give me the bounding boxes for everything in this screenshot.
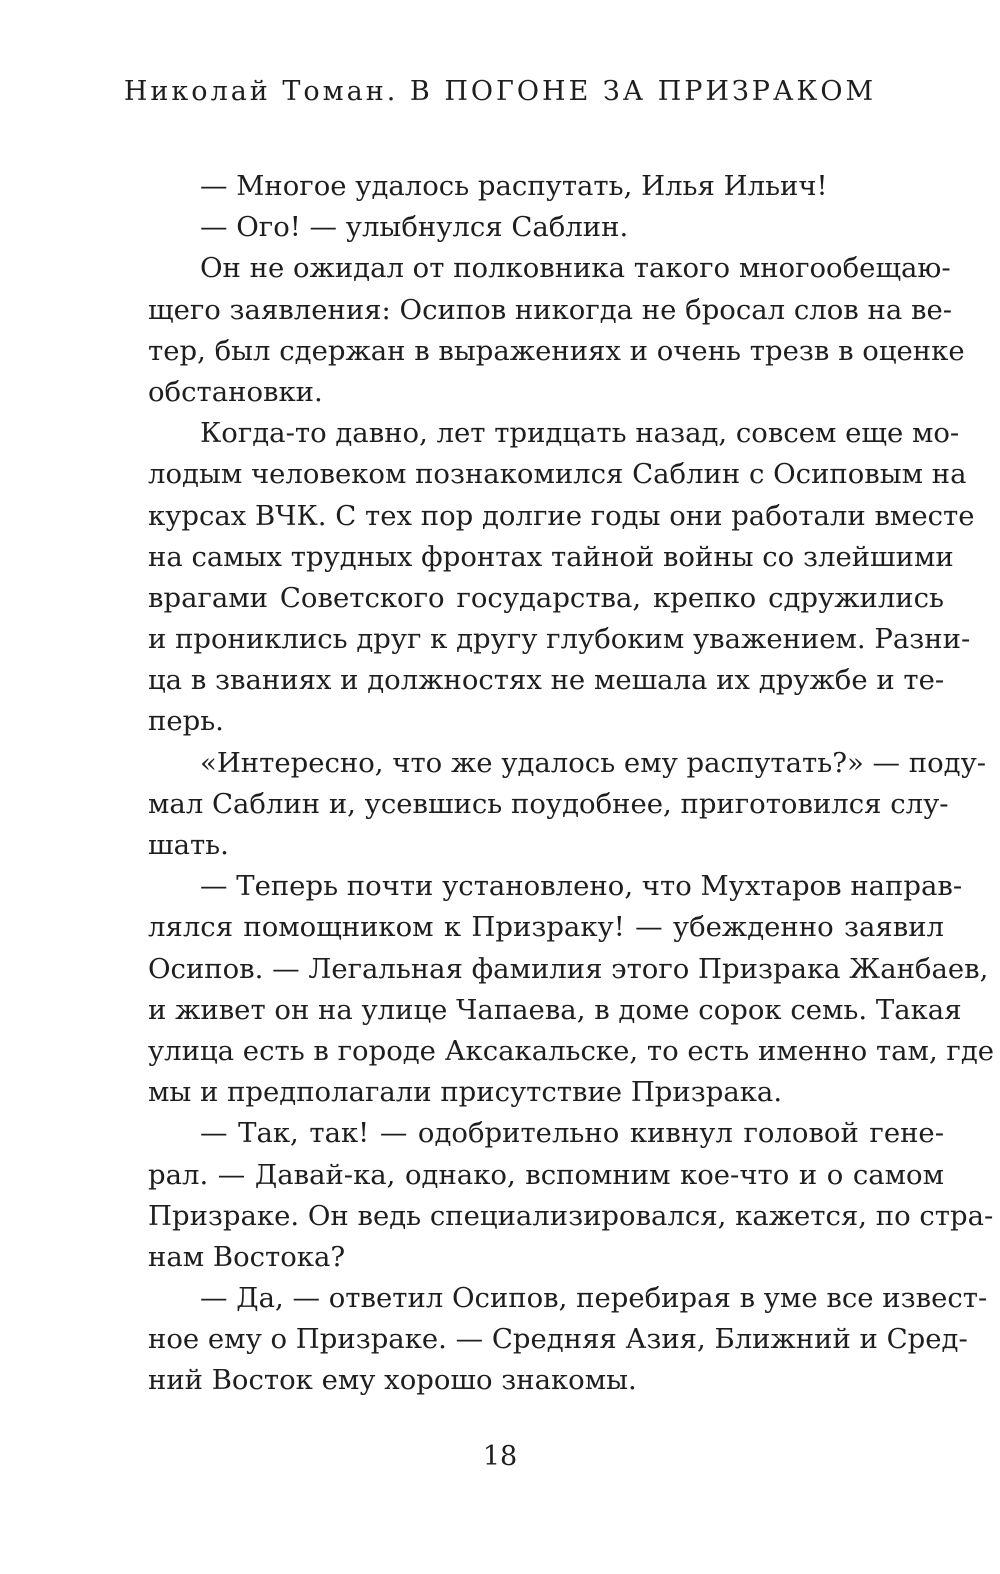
text-line: Когда-то давно, лет тридцать назад, совсем еще мо-: [200, 417, 960, 450]
text-line: Осипов. — Легальная фамилия этого Призрака Жанбаев,: [148, 952, 989, 985]
text-line: ца в званиях и должностях не мешала их дружбе и те-: [148, 664, 945, 697]
text-line: ное ему о Призраке. — Средняя Азия, Ближний и Сред-: [148, 1323, 968, 1356]
page-number: 18: [482, 1441, 518, 1472]
text-line: перь.: [148, 705, 224, 738]
text-line: шать.: [148, 829, 229, 861]
text-line: — Теперь почти установлено, что Мухтаров направ-: [200, 870, 963, 903]
text-line: лялся помощником к Призраку! — убежденно заявил: [148, 911, 944, 944]
text-line: ний Восток ему хорошо знакомы.: [148, 1364, 637, 1397]
text-line: улица есть в городе Аксакальске, то есть именно там, где: [148, 1034, 995, 1067]
running-header: Николай Томан. В ПОГОНЕ ЗА ПРИЗРАКОМ: [123, 76, 877, 107]
text-line: на самых трудных фронтах тайной войны со злейшими: [148, 540, 954, 573]
text-line: — Так, так! — одобрительно кивнул головой гене-: [200, 1117, 944, 1150]
text-line: врагами Советского государства, крепко сдружились: [148, 581, 944, 614]
text-line: рал. — Давай-ка, однако, вспомним кое-что и о самом: [148, 1158, 944, 1191]
text-line: — Многое удалось распутать, Илья Ильич!: [200, 170, 828, 202]
text-line: Призраке. Он ведь специализировался, кажется, по стра-: [148, 1199, 994, 1232]
text-line: «Интересно, что же удалось ему распутать?» — поду-: [200, 746, 987, 779]
body-text: [148, 166, 995, 1402]
text-line: лодым человеком познакомился Саблин с Осиповым на: [148, 458, 967, 491]
text-line: тер, был сдержан в выражениях и очень трезв в оценке: [148, 334, 965, 367]
text-line: мы и предполагали присутствие Призрака.: [148, 1076, 783, 1109]
text-line: курсах ВЧК. С тех пор долгие годы они работали вместе: [148, 499, 975, 532]
text-line: нам Востока?: [148, 1240, 346, 1273]
text-line: щего заявления: Осипов никогда не бросал слов на ве-: [148, 293, 953, 326]
text-line: и прониклись друг к другу глубоким уважением. Разни-: [148, 623, 971, 656]
text-line: и живет он на улице Чапаева, в доме сорок семь. Такая: [148, 993, 962, 1026]
text-line: мал Саблин и, усевшись поудобнее, приготовился слу-: [148, 787, 949, 820]
text-line: Он не ожидал от полковника такого многообещаю-: [200, 252, 951, 285]
text-line: — Ого! — улыбнулся Саблин.: [200, 211, 629, 244]
text-line: обстановки.: [148, 375, 323, 408]
text-line: — Да, — ответил Осипов, перебирая в уме все извест-: [200, 1282, 988, 1315]
